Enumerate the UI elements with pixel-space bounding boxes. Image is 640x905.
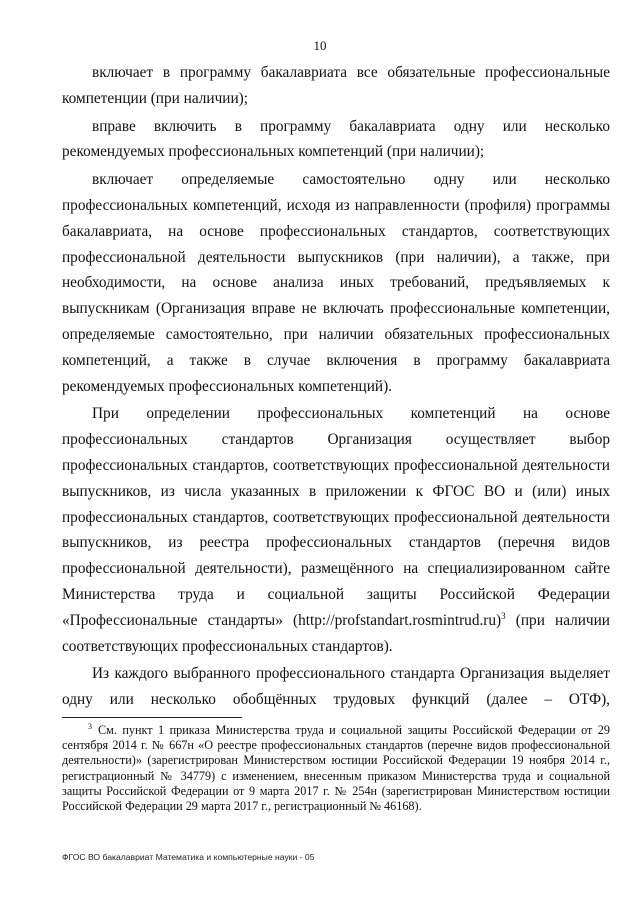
paragraph-professional-standards-tail: (при наличии соответствующих профессиональных стандартов).: [62, 611, 610, 655]
footnote-separator: [62, 717, 242, 718]
page-footer: ФГОС ВО бакалавриат Математика и компьютерные науки - 05: [62, 852, 315, 862]
paragraph-labor-functions: Из каждого выбранного профессионального стандарта Организация выделяет одну или несколько обобщённых трудовых функций (далее – ОТФ),: [62, 665, 610, 709]
page-number: 10: [313, 38, 327, 53]
paragraph-mandatory-competencies: включает в программу бакалавриата все обязательные профессиональные компетенции (при наличии);: [62, 64, 610, 107]
footnote: [62, 723, 610, 814]
footnote-text: См. пункт 1 приказа Министерства труда и социальной защиты Российской Федерации от 29 сентября 2014 г. № 667н «О реестре профессиональных стандартов (перечне видов профессиональной деятельности)» (зарегистрирован Министерством юстиции Российской Федерации 19 ноября 2014 г., регистрационный № 34779) с изменением, внесенным приказом Министерства труда и социальной защиты Российской Федерации от 9 марта 2017 г. № 254н (зарегистрирован Министерством юстиции Российской Федерации 29 марта 2017 г., регистрационный № 46168).: [62, 723, 610, 814]
footnote-number: 3: [88, 721, 92, 731]
paragraph-own-competencies: включает определяемые самостоятельно одну или несколько профессиональных компетенций, исходя из направленности (профиля) программы бакалавриата, на основе профессиональных стандартов, соответствующих профессиональной деятельности выпускников (при наличии), а также, при необходимости, на основе анализа иных требований, предъявляемых к выпускникам (Организация вправе не включать профессиональные компетенции, определяемые самостоятельно, при наличии обязательных профессиональных компетенций, а также в случае включения в программу бакалавриата рекомендуемых профессиональных компетенций).: [62, 171, 610, 395]
paragraph-professional-standards-text: При определении профессиональных компетенций на основе профессиональных стандартов Организация осуществляет выбор профессиональных стандартов, соответствующих профессиональной деятельности выпускников, из числа указанных в приложении к ФГОС ВО и (или) иных профессиональных стандартов, соответствующих профессиональной деятельности выпускников, из реестра профессиональных стандартов (перечня видов профессиональной деятельности), размещённого на специализированном сайте Министерства труда и социальной защиты Российской Федерации «Профессиональные стандарты» (http://profstandart.rosmintrud.ru): [62, 405, 610, 629]
paragraph-recommended-competencies: вправе включить в программу бакалавриата одну или несколько рекомендуемых профессиональных компетенций (при наличии);: [62, 117, 610, 161]
document-body: [62, 60, 610, 713]
footnote-reference[interactable]: 3: [501, 610, 506, 621]
paragraph-professional-standards: [62, 401, 610, 659]
